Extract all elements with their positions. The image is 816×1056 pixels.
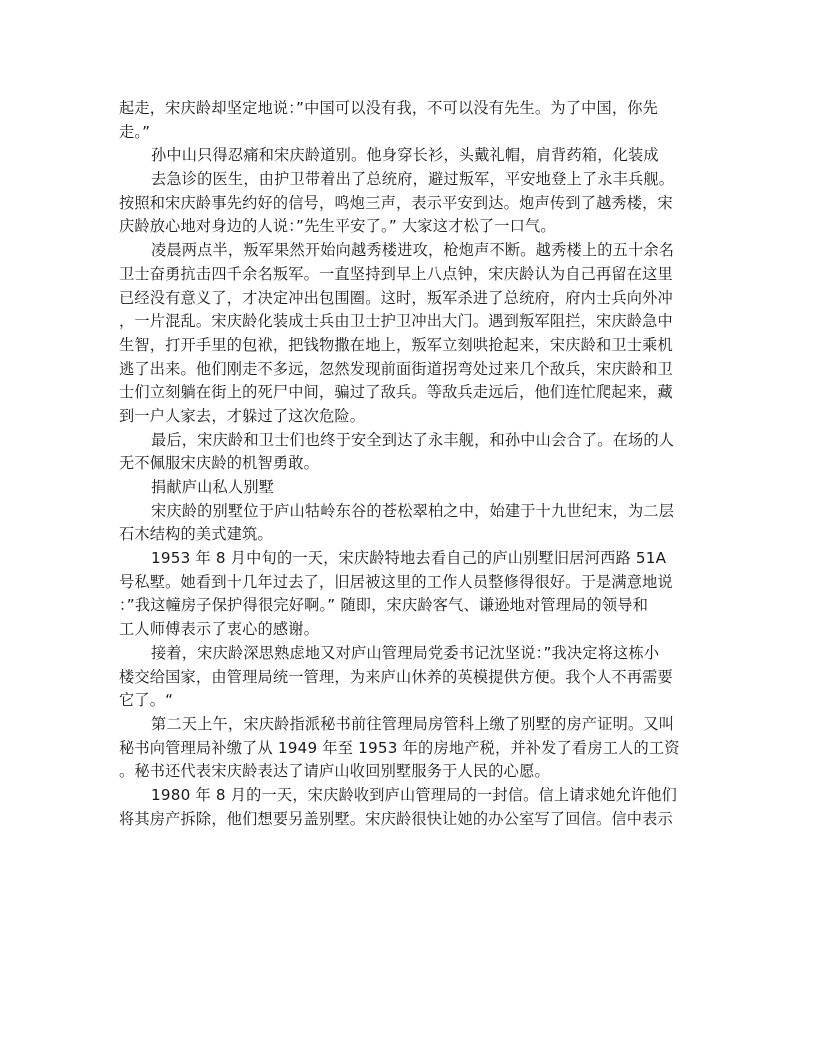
article-body	[119, 97, 698, 831]
text-line: 到一户人家去，才躲过了这次危险。	[119, 406, 366, 425]
paragraph-start: 孙中山只得忍痛和宋庆龄道别。他身穿长衫，头戴礼帽，肩背药箱，化装成	[151, 146, 659, 165]
paragraph-start: 凌晨两点半，叛军果然开始向越秀楼进攻，枪炮声不断。越秀楼上的五十余名	[151, 241, 675, 260]
section-heading: 捐献庐山私人别墅	[151, 478, 275, 496]
text-line: 生智，打开手里的包袱，把钱物撒在地上，叛军立刻哄抢起来，宋庆龄和卫士乘机	[119, 335, 673, 354]
text-line: 它了。“	[119, 691, 174, 710]
paragraph-start: 第二天上午，宋庆龄指派秘书前往管理局房管科上缴了别墅的房产证明。又叫	[151, 714, 675, 733]
text-line: 走。”	[119, 122, 151, 141]
text-line: 已经没有意义了，才决定冲出包围圈。这时，叛军杀进了总统府，府内士兵向外冲	[119, 288, 673, 307]
text-line: 士们立刻躺在街上的死尸中间，骗过了敌兵。等敌兵走远后，他们连忙爬起来，藏	[119, 383, 673, 402]
text-line: 。秘书还代表宋庆龄表达了请庐山收回别墅服务于人民的心愿。	[119, 762, 550, 781]
text-line: 石木结构的美式建筑。	[119, 525, 273, 544]
text-line: 将其房产拆除，他们想要另盖别墅。宋庆龄很快让她的办公室写了回信。信中表示	[119, 809, 673, 828]
text-line: 工人师傅表示了衷心的感谢。	[119, 620, 320, 639]
paragraph-start: 接着，宋庆龄深思熟虑地又对庐山管理局党委书记沈坚说：”我决定将这栋小	[151, 643, 660, 662]
paragraph-start: 1980 年 8 月的一天，宋庆龄收到庐山管理局的一封信。信上请求她允许他们	[151, 785, 678, 804]
text-line: 秘书向管理局补缴了从 1949 年至 1953 年的房地产税，并补发了看房工人的工资	[119, 738, 680, 757]
text-line: 起走，宋庆龄却坚定地说：”中国可以没有我，不可以没有先生。为了中国，你先	[119, 99, 659, 117]
text-line: 卫士奋勇抗击四千余名叛军。一直坚持到早上八点钟，宋庆龄认为自己再留在这里	[119, 264, 673, 283]
text-line: 按照和宋庆龄事先约好的信号，鸣炮三声，表示平安到达。炮声传到了越秀楼，宋	[119, 193, 673, 212]
paragraph-start: 1953 年 8 月中旬的一天，宋庆龄特地去看自己的庐山别墅旧居河西路 51A	[151, 549, 667, 568]
text-line: 去急诊的医生，由护卫带着出了总统府，避过叛军，平安地登上了永丰兵舰。	[151, 170, 675, 189]
text-line: ：”我这幢房子保护得很完好啊。” 随即，宋庆龄客气、谦逊地对管理局的领导和	[119, 596, 649, 615]
text-line: 楼交给国家，由管理局统一管理，为来庐山休养的英模提供方便。我个人不再需要	[119, 667, 673, 686]
text-line: 庆龄放心地对身边的人说：”先生平安了。” 大家这才松了一口气。	[119, 217, 556, 236]
text-line: ，一片混乱。宋庆龄化装成士兵由卫士护卫冲出大门。遇到叛军阻拦，宋庆龄急中	[119, 312, 673, 331]
paragraph-start: 宋庆龄的别墅位于庐山牯岭东谷的苍松翠柏之中，始建于十九世纪末，为二层	[151, 501, 675, 520]
paragraph-start: 最后，宋庆龄和卫士们也终于安全到达了永丰舰，和孙中山会合了。在场的人	[151, 430, 675, 449]
text-line: 无不佩服宋庆龄的机智勇敢。	[119, 454, 320, 473]
text-line: 号私墅。她看到十几年过去了，旧居被这里的工作人员整修得很好。于是满意地说	[119, 572, 673, 591]
text-line: 逃了出来。他们刚走不多远，忽然发现前面街道拐弯处过来几个敌兵，宋庆龄和卫	[119, 359, 673, 378]
